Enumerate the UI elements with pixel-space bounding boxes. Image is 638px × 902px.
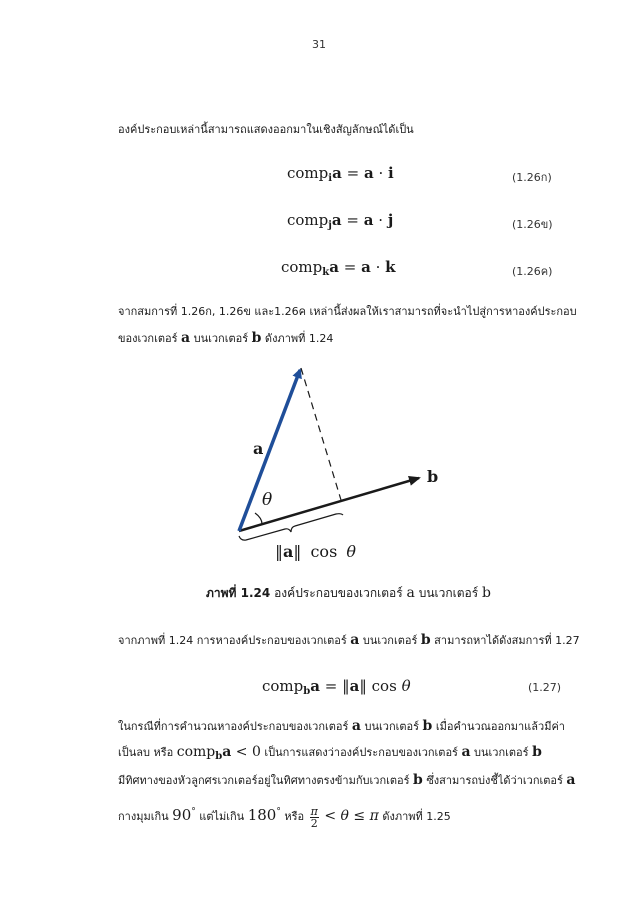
equation-number-1-26c: (1.26ค) xyxy=(512,265,553,278)
paragraph-3-line-2: เป็นลบ หรือ comp$_b$a < 0 เป็นการแสดงว่าองค์ประกอบของเวกเตอร์ a บนเวกเตอร์ b xyxy=(118,744,542,762)
label-vector-b: b xyxy=(427,467,439,486)
equation-number-1-27: (1.27) xyxy=(528,681,562,694)
label-projection-length: ‖a‖ cos θ xyxy=(275,542,357,561)
projection-dashed-line xyxy=(301,368,341,500)
paragraph-2: จากภาพที่ 1.24 การหาองค์ประกอบของเวกเตอร์ a บนเวกเตอร์ b สามารถหาได้ดังสมการที่ 1.27 xyxy=(118,632,580,648)
equation-number-1-26b: (1.26ข) xyxy=(512,218,553,231)
paragraph-3-line-3: มีทิศทางของหัวลูกศรเวกเตอร์อยู่ในทิศทางตรงข้ามกับเวกเตอร์ b ซึ่งสามารถบ่งชี้ได้ว่าเวกเตอร์ a xyxy=(118,772,576,788)
equation-1-27: comp$_b$a = ‖a‖ cos θ xyxy=(262,677,411,697)
angle-arc xyxy=(255,513,262,524)
paragraph-1-line-2: ของเวกเตอร์ a บนเวกเตอร์ b ดังภาพที่ 1.24 xyxy=(118,330,334,346)
equation-1-26a: comp$_i$a = a · i xyxy=(287,164,394,184)
paragraph-3-line-4: กางมุมเกิน 90° แต่ไม่เกิน 180° หรือ $\frac{\pi}{2}$ < θ ≤ π ดังภาพที่ 1.25 xyxy=(118,804,451,830)
equation-1-26c: comp$_k$a = a · k xyxy=(281,258,396,278)
equation-1-26b: comp$_j$a = a · j xyxy=(287,211,394,231)
label-vector-a: a xyxy=(253,439,264,458)
page-number: 31 xyxy=(312,38,326,51)
intro-line: องค์ประกอบเหล่านี้สามารถแสดงออกมาในเชิงสัญลักษณ์ได้เป็น xyxy=(118,123,414,136)
figure-caption: ภาพที่ 1.24 องค์ประกอบของเวกเตอร์ a บนเวกเตอร์ b xyxy=(206,585,492,601)
fraction-pi-over-2: $\frac{\pi}{2}$ xyxy=(310,804,318,830)
label-theta: θ xyxy=(262,490,273,510)
paragraph-1-line-1: จากสมการที่ 1.26ก, 1.26ข และ1.26ค เหล่านี้ส่งผลให้เราสามารถที่จะนำไปสู่การหาองค์ประกอบ xyxy=(118,305,577,318)
paragraph-3-line-1: ในกรณีที่การคำนวณหาองค์ประกอบของเวกเตอร์ a บนเวกเตอร์ b เมื่อคำนวณออกมาแล้วมีค่า xyxy=(118,718,565,734)
equation-number-1-26a: (1.26ก) xyxy=(512,171,552,184)
